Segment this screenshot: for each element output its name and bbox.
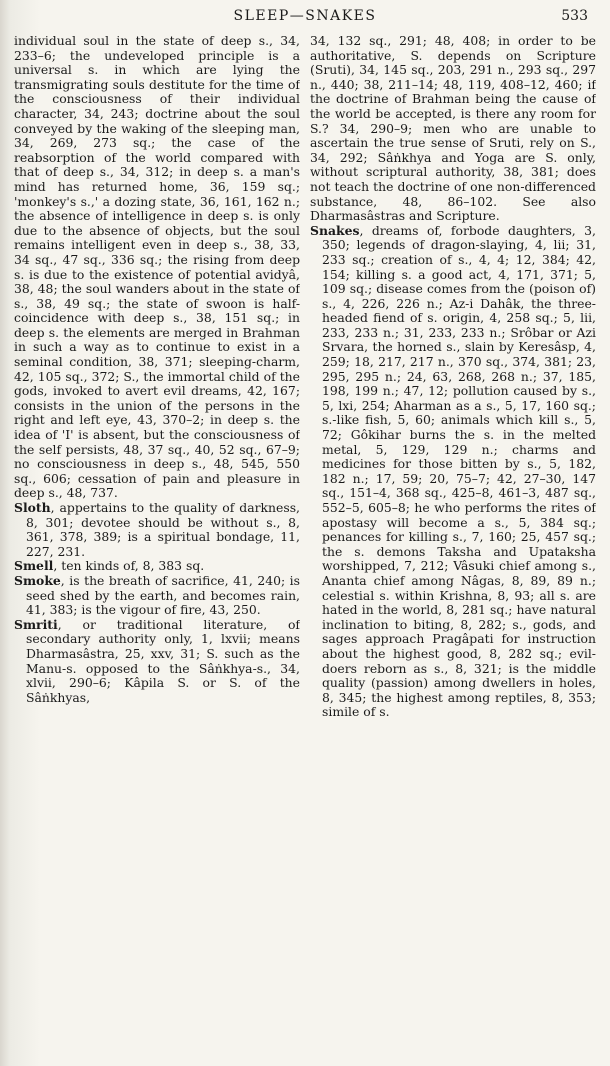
entry-text: individual soul in the state of deep s., 34, 233–6; the undeveloped principle is a universal s. in which are lying the transmigrating souls destitute for the time of the consciousness of their individual character, 34, 243; doctrine about the soul conveyed by the waking of the sleeping man, 34, 269, 273 sq.; the case of the reabsorption of the world compared with that of deep s., 34, 312; in deep s. a man's mind has returned home, 36, 159 sq.; 'monkey's s.,' a dozing state, 36, 161, 162 n.; the absence of intelligence in deep s. is only due to the absence of objects, but the soul remains intelligent even in deep s., 38, 33, 34 sq., 47 sq., 336 sq.; the rising from deep s. is due to the existence of potential avidyâ, 38, 48; the soul wanders about in the state of s., 38, 49 sq.; the state of swoon is half-coincidence with deep s., 38, 151 sq.; in deep s. the elements are merged in Brahman in such a way as to continue to exist in a seminal condition, 38, 371; sleeping-charm, 42, 105 sq., 372; S., the immortal child of the gods, invoked to avert evil dreams, 42, 167; consists in the union of the persons in the right and left eye, 43, 370–2; in deep s. the idea of 'I' is absent, but the consciousness of the self persists, 48, 37 sq., 40, 52 sq., 67–9; no consciousness in deep s., 48, 545, 550 sq., 606; cessation of pain and pleasure in deep s., 48, 737. (14, 34, 300, 501)
entry-text: , is the breath of sacrifice, 41, 240; is seed shed by the earth, and becomes rain, 41, 383; is the vigour of fire, 43, 250. (26, 572, 300, 618)
index-entry (310, 224, 596, 720)
index-entry (14, 501, 300, 559)
index-columns (14, 34, 596, 1060)
left-column (14, 34, 300, 1060)
entry-text: , ten kinds of, 8, 383 sq. (53, 558, 205, 574)
page-number: 533 (561, 8, 588, 24)
index-entry (14, 574, 300, 618)
entry-text: , dreams of, forbode daughters, 3, 350; legends of dragon-slaying, 4, lii; 31, 233 sq.; creation of s., 4, 4; 12, 384; 42, 154; killing s. a good act, 4, 171, 371; 5, 109 sq.; disease comes from the (poison of) s., 4, 226, 226 n.; Az-i Dahâk, the three-headed fiend of s. origin, 4, 258 sq.; 5, lii, 233, 233 n.; 31, 233, 233 n.; Srôbar or Azi Srvara, the horned s., slain by Keresâsp, 4, 259; 18, 217, 217 n., 370 sq., 374, 381; 23, 295, 295 n.; 24, 63, 268, 268 n.; 37, 185, 198, 199 n.; 47, 12; pollution caused by s., 5, lxi, 254; Aharman as a s., 5, 17, 160 sq.; s.-like fish, 5, 60; animals which kill s., 5, 72; Gôkihar burns the s. in the melted metal, 5, 129, 129 n.; charms and medicines for those bitten by s., 5, 182, 182 n.; 17, 59; 20, 75–7; 42, 27–30, 147 sq., 151–4, 368 sq., 425–8, 461–3, 487 sq., 552–5, 605–8; he who performs the rites of apostasy will become a s., 5, 384 sq.; penances for killing s., 7, 160; 25, 457 sq.; the s. demons Taksha and Upataksha worshipped, 7, 212; Vâsuki chief among s., Ananta chief among Nâgas, 8, 89, 89 n.; celestial s. within Krishna, 8, 93; all s. are hated in the world, 8, 281 sq.; have natural inclination to biting, 8, 282; s., gods, and sages approach Pragâpati for instruction about the highest good, 8, 282 sq.; evil-doers reborn as s., 8, 321; is the middle quality (passion) among dwellers in holes, 8, 345; the highest among reptiles, 8, 353; simile of s. (322, 222, 596, 720)
page-header (0, 6, 610, 30)
index-entry (310, 34, 596, 224)
entry-text: , appertains to the quality of darkness, 8, 301; devotee should be without s., 8, 361, 378, 389; is a spiritual bondage, 11, 227, 231. (26, 500, 300, 559)
entry-headword: Smoke (14, 572, 61, 588)
right-column (310, 34, 596, 1060)
entry-text: 34, 132 sq., 291; 48, 408; in order to be authoritative, S. depends on Scripture (Sruti), 34, 145 sq., 203, 291 n., 293 sq., 297 n., 440; 38, 211–14; 48, 119, 408–12, 460; if the doctrine of Brahman being the cause of the world be accepted, is there any room for S.? 34, 290–9; men who are unable to ascertain the true sense of Sruti, rely on S., 34, 292; Sâṅkhya and Yoga are S. only, without scriptural authority, 38, 381; does not teach the doctrine of one non-differenced substance, 48, 86–102. See also Dharmasâstras and Scripture. (310, 34, 596, 224)
entry-headword: Snakes (310, 222, 360, 238)
entry-headword: Sloth (14, 500, 51, 515)
index-entry (14, 559, 300, 574)
index-entry (14, 34, 300, 501)
index-entry (14, 618, 300, 706)
entry-text: , or traditional literature, of secondary authority only, 1, lxvii; means Dharmasâstra, 25, xxv, 31; S. such as the Manu-s. opposed to the Sâṅkhya-s., 34, xlvii, 290–6; Kâpila S. or S. of the Sâṅkhyas, (26, 616, 300, 705)
running-head: SLEEP—SNAKES (233, 8, 377, 24)
entry-headword: Smriti (14, 616, 58, 632)
entry-headword: Smell (14, 558, 54, 574)
